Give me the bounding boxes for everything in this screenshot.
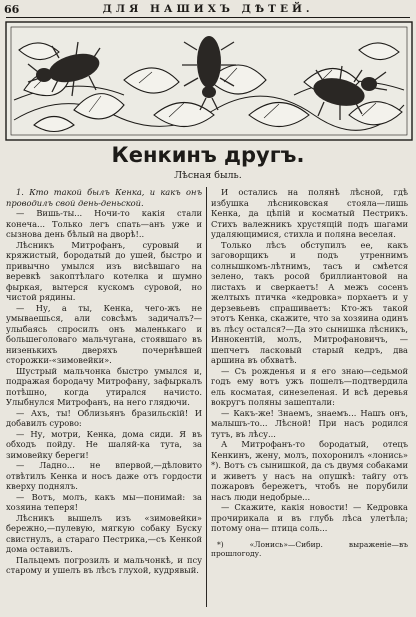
story-title: Кенкинъ другъ. — [111, 143, 305, 167]
paragraph: — Вишь-ты... Ночи-то какія стали конеча... Только легъ спать—анъ уже и сызнова день бѣлый на дворѣ!.. — [6, 208, 202, 239]
column-divider — [206, 187, 207, 607]
paragraph: — Ну, мотри, Кенка, дома сиди. Я въ обходъ пойду. Не шаляй-ка тута, за зимовейку береги! — [6, 428, 202, 460]
paragraph: — Ахъ, ты! Облизьянъ бразильскій! И добавилъ сурово: — [6, 407, 202, 428]
paragraph: А Митрофанъ-то бородатый, отецъ Кенкинъ, жену, молъ, похоронилъ «лонись» *). Вотъ съ сынишкой, да съ двумя собаками и живетъ у насъ на опушкѣ: тайгу отъ пожаровъ бережетъ, чтобъ не порубили насъ люди недобрые... — [211, 439, 408, 502]
paragraph: — Скажите, какія новости! — Кедровка прочирикала и въ глубь лѣса улетѣла; потому она— птица соль... — [211, 502, 408, 533]
paragraph: Только лѣсъ обступилъ ее, какъ заговорщикъ и подъ утреннимъ солнышкомъ-лѣтнимъ, тасъ и смѣется зелено, такъ росой бриллиантовой на листахъ и сверкаетъ! А межъ сосенъ желтыхъ птичка «кедровка» порхаетъ и у дерзевьевъ спрашиваетъ: Кто-жъ такой этотъ Кенка, скажите, что за хозяина одинъ въ лѣсу остался?—Да это сынишка лѣсникъ, Иннокентій, молъ, Митрофановичъ, — шепчетъ ласковый старый кедръ, два аршина въ обхватѣ. — [211, 239, 408, 365]
paragraph: 1. Кто такой былъ Кенка, и какъ онъ проводилъ свой день-деньской. — [6, 187, 202, 208]
page-number: 66 — [4, 3, 20, 16]
paragraph: — Вотъ, молъ, какъ мы—понимай: за хозяина теперя! — [6, 491, 202, 512]
story-subtitle: Лѣсная быль. — [174, 170, 242, 181]
paragraph: Лѣсникъ вышелъ изъ «зимовейки» бережно,—пулевую, мягкую собаку Буску свистнулъ, а стараго Пестрика,—съ Кенкой дома оставилъ. — [6, 512, 202, 554]
right-text-column — [211, 187, 408, 613]
beetle-ornament-illustration — [4, 20, 414, 142]
paragraph: — Ну, а ты, Кенка, чего-жъ не умываешься, али совсѣмъ задичалъ?—улыбаясь спросилъ онъ маленькаго и большеголоваго мальчугана, стоявшаго въ низенькихъ дверяхъ почернѣвшей сторожки-«зимовейки». — [6, 302, 202, 365]
running-title: ДЛЯ НАШИХЪ ДѢТЕЙ. — [102, 3, 314, 15]
paragraph: И остались на полянѣ лѣсной, гдѣ избушка лѣсниковская стояла—лишь Кенка, да цѣпій и косматый Пестрикъ. Стихъ валежникъ хрустящій подъ шагами удаляющимися, стихла и поляна веселая. — [211, 187, 408, 239]
paragraph: — Съ рожденья и я его знаю—седьмой годъ ему вотъ ужъ пошелъ—подтвердила ель косматая, синезеленая. И всѣ деревья вокругъ поляны зашептали: — [211, 365, 408, 407]
footnote: *) «Лонись»—Сибир. выраженіе—въ прошлогоду. — [211, 539, 408, 558]
paragraph: — Какъ-же! Знаемъ, знаемъ... Нашъ онъ, малышъ-то... Лѣсной! При насъ родился тутъ, въ лѣсу... — [211, 407, 408, 439]
paragraph: Лѣсникъ Митрофанъ, суровый и кряжистый, бородатый до ушей, быстро и привычно умылся изъ висѣвшаго на веревкѣ закоптѣлаго котелка и шумно фыркая, вытерся кускомъ суровой, но чистой рядины. — [6, 239, 202, 302]
paragraph: Шустрый мальчонка быстро умылся и, подражая бородачу Митрофану, зафыркалъ потѣшно, когда утирался начисто. Улыбнулся Митрофанъ, на него глядючи. — [6, 365, 202, 407]
paragraph: Пальцемъ погрозилъ и мальчонкѣ, и псу старому и ушелъ въ лѣсъ глухой, кудрявый. — [6, 554, 202, 575]
paragraph: — Ладно... не впервой,—дѣловито отвѣтилъ Кенка и носъ даже отъ гордости кверху поднялъ. — [6, 460, 202, 491]
left-text-column — [6, 187, 202, 613]
page-header — [0, 0, 416, 18]
header-rule — [6, 17, 410, 18]
